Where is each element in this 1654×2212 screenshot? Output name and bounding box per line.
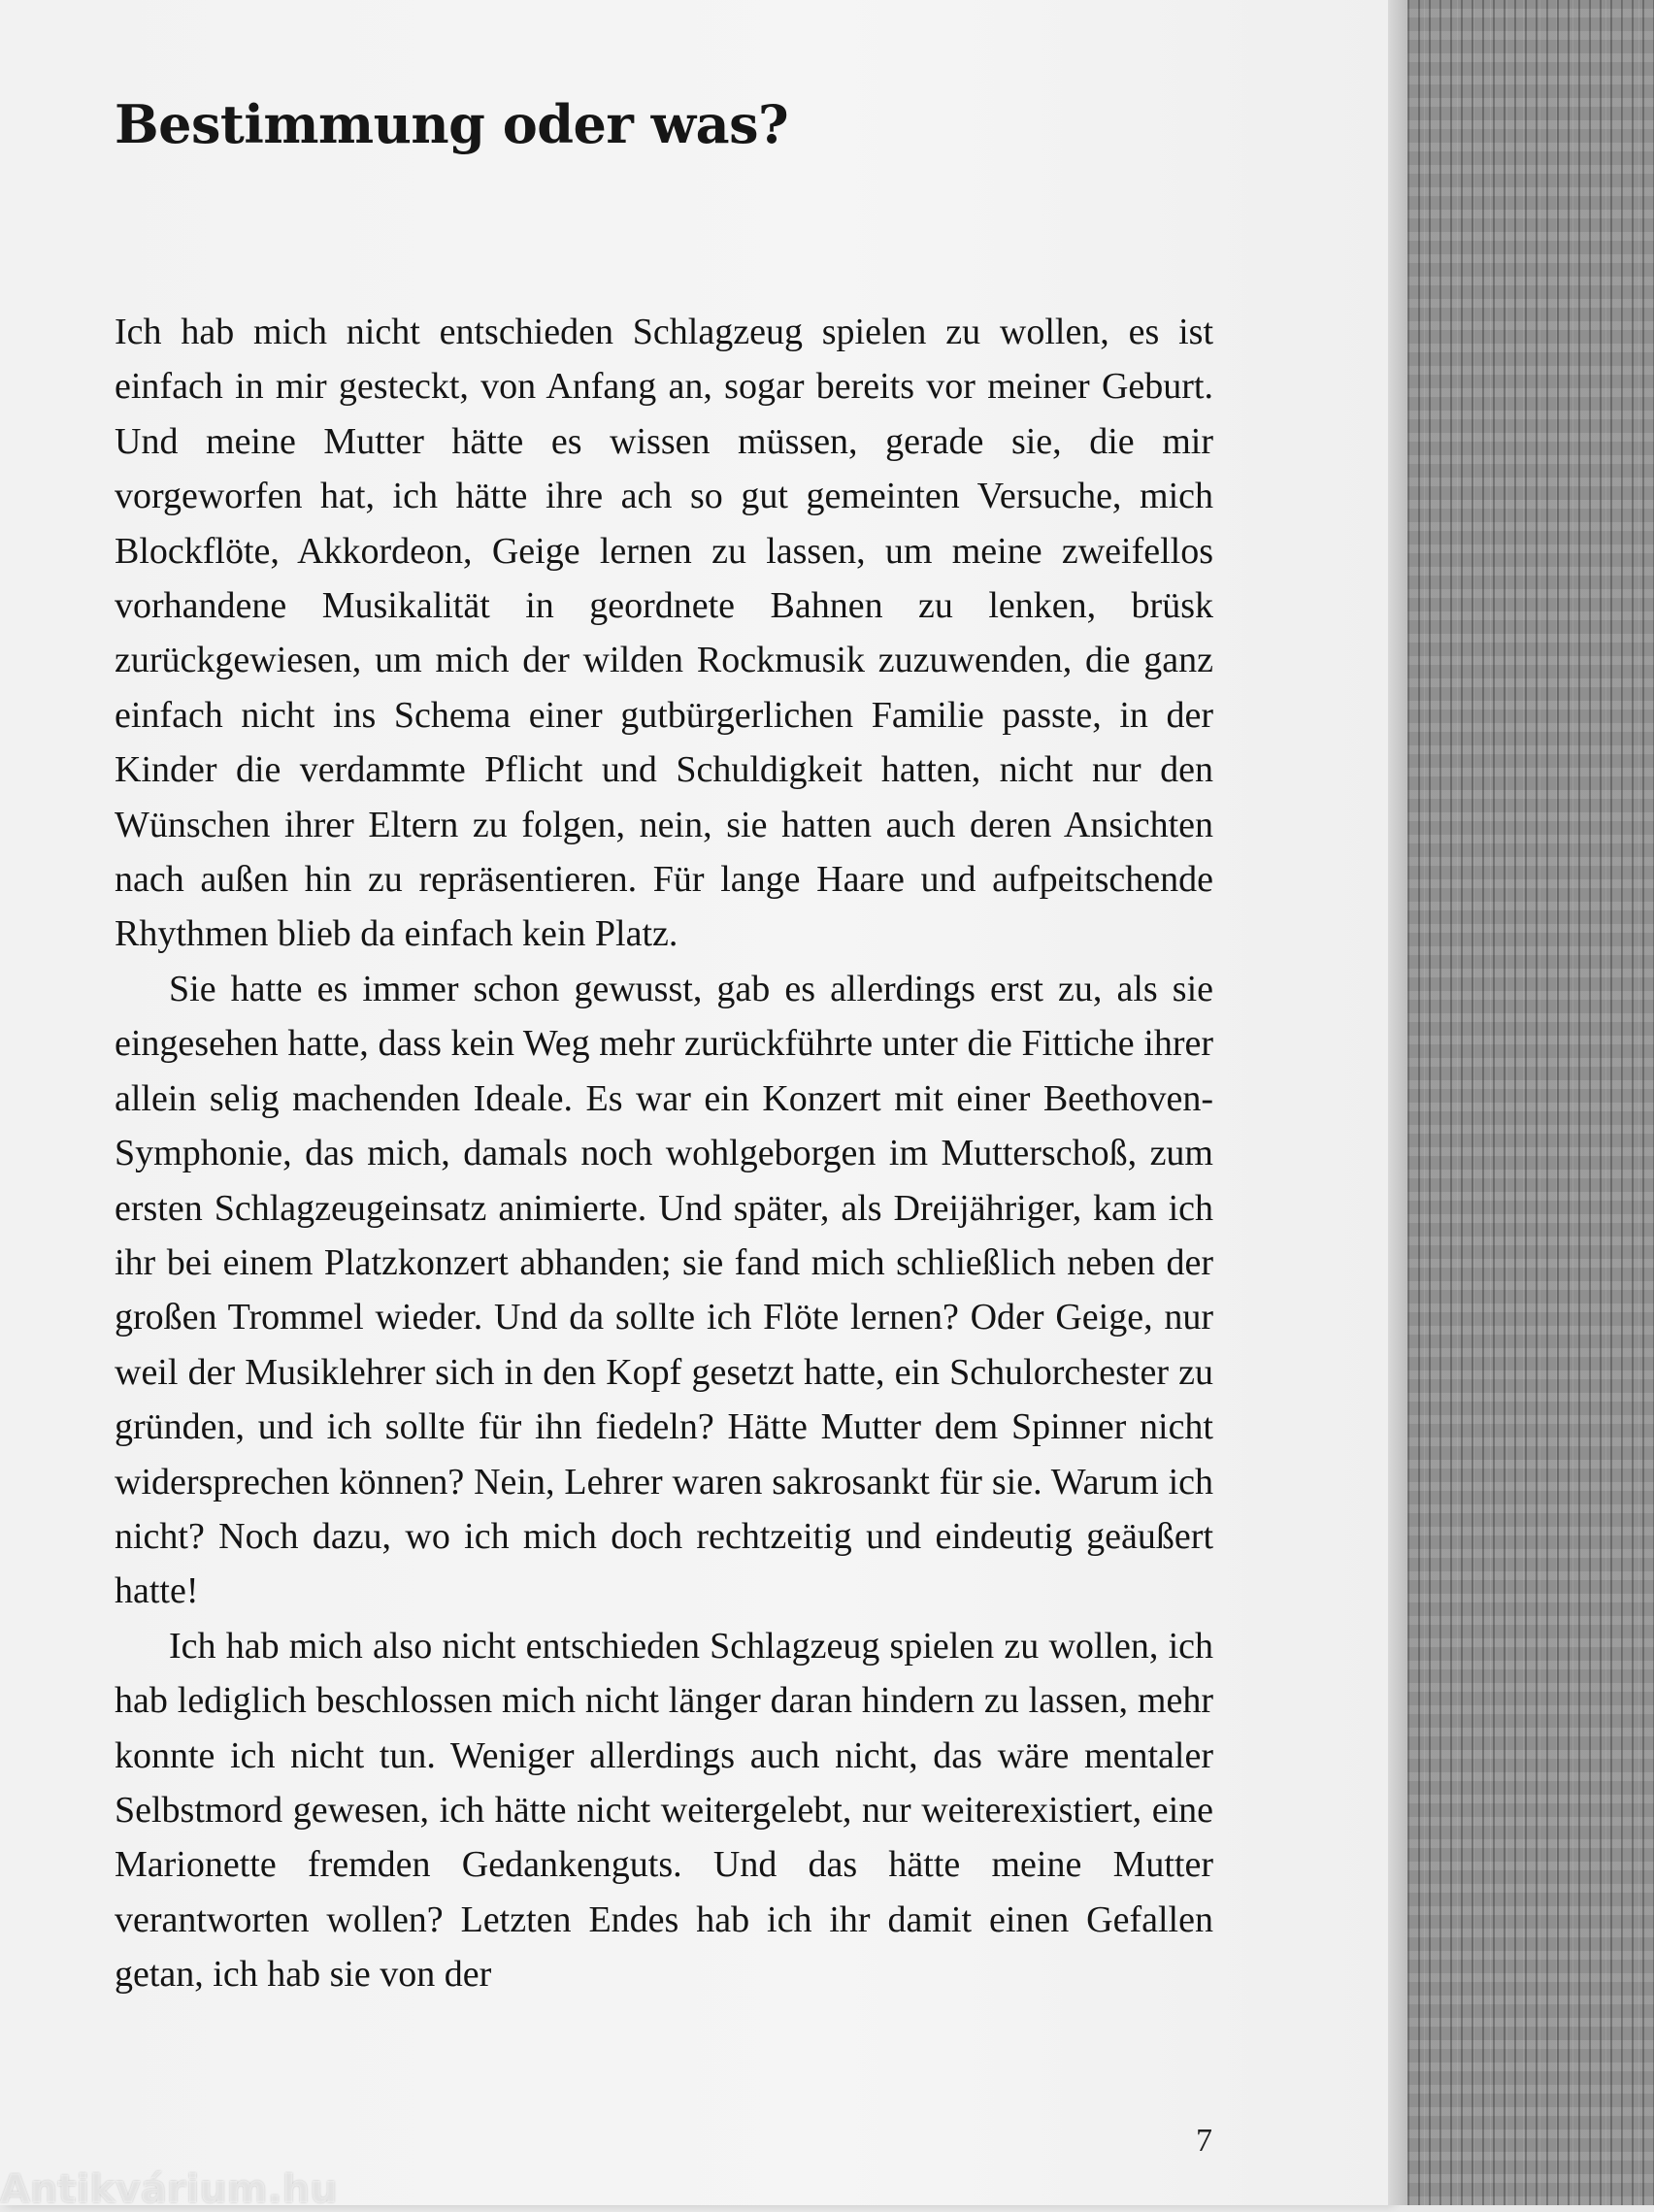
paragraph-2: Sie hatte es immer schon gewusst, gab es allerdings erst zu, als sie eingesehen hatte, dass kein Weg mehr zurückführte unter die Fittiche ihrer allein selig machenden Ideale. Es war ein Konzert mit einer Beethoven-Symphonie, das mich, damals noch wohlgeborgen im Mutterschoß, zum ersten Schlagzeugeinsatz animierte. Und später, als Dreijähriger, kam ich ihr bei einem Platzkonzert abhanden; sie fand mich schließlich neben der großen Trommel wieder. Und da sollte ich Flöte lernen? Oder Geige, nur weil der Musiklehrer sich in den Kopf gesetzt hatte, ein Schulorchester zu gründen, und ich sollte für ihn fiedeln? Hätte Mutter dem Spinner nicht widersprechen können? Nein, Lehrer waren sakrosankt für sie. Warum ich nicht? Noch dazu, wo ich mich doch rechtzeitig und eindeutig geäußert hatte! [115, 968, 1213, 1612]
body-text [115, 305, 1213, 2002]
page-number: 7 [1196, 2123, 1212, 2159]
textured-backdrop [1407, 0, 1654, 2205]
watermark: Antikvárium.hu [0, 2167, 338, 2212]
paragraph-1: Ich hab mich nicht entschieden Schlagzeug spielen zu wollen, es ist einfach in mir gesteckt, von Anfang an, sogar bereits vor meiner Geburt. Und meine Mutter hätte es wissen müssen, gerade sie, die mir vorgeworfen hat, ich hätte ihre ach so gut gemeinten Versuche, mich Blockflöte, Akkordeon, Geige lernen zu lassen, um meine zweifellos vorhandene Musikalität in geordnete Bahnen zu lenken, brüsk zurückgewiesen, um mich der wilden Rockmusik zuzuwenden, die ganz einfach nicht ins Schema einer gutbürgerlichen Familie passte, in der Kinder die verdammte Pflicht und Schuldigkeit hatten, nicht nur den Wünschen ihrer Eltern zu folgen, nein, sie hatten auch deren Ansichten nach außen hin zu repräsentieren. Für lange Haare und aufpeitschende Rhythmen blieb da einfach kein Platz. [115, 312, 1213, 955]
paragraph-3: Ich hab mich also nicht entschieden Schlagzeug spielen zu wollen, ich hab lediglich beschlossen mich nicht länger daran hindern zu lassen, mehr konnte ich nicht tun. Weniger allerdings auch nicht, das wäre mentaler Selbstmord gewesen, ich hätte nicht weitergelebt, nur weiterexistiert, eine Marionette fremden Gedankenguts. Und das hätte meine Mutter verantworten wollen? Letzten Endes hab ich ihr damit einen Gefallen getan, ich hab sie von der [115, 1625, 1213, 1996]
page-edge [1388, 0, 1407, 2205]
chapter-heading: Bestimmung oder was? [115, 93, 789, 155]
